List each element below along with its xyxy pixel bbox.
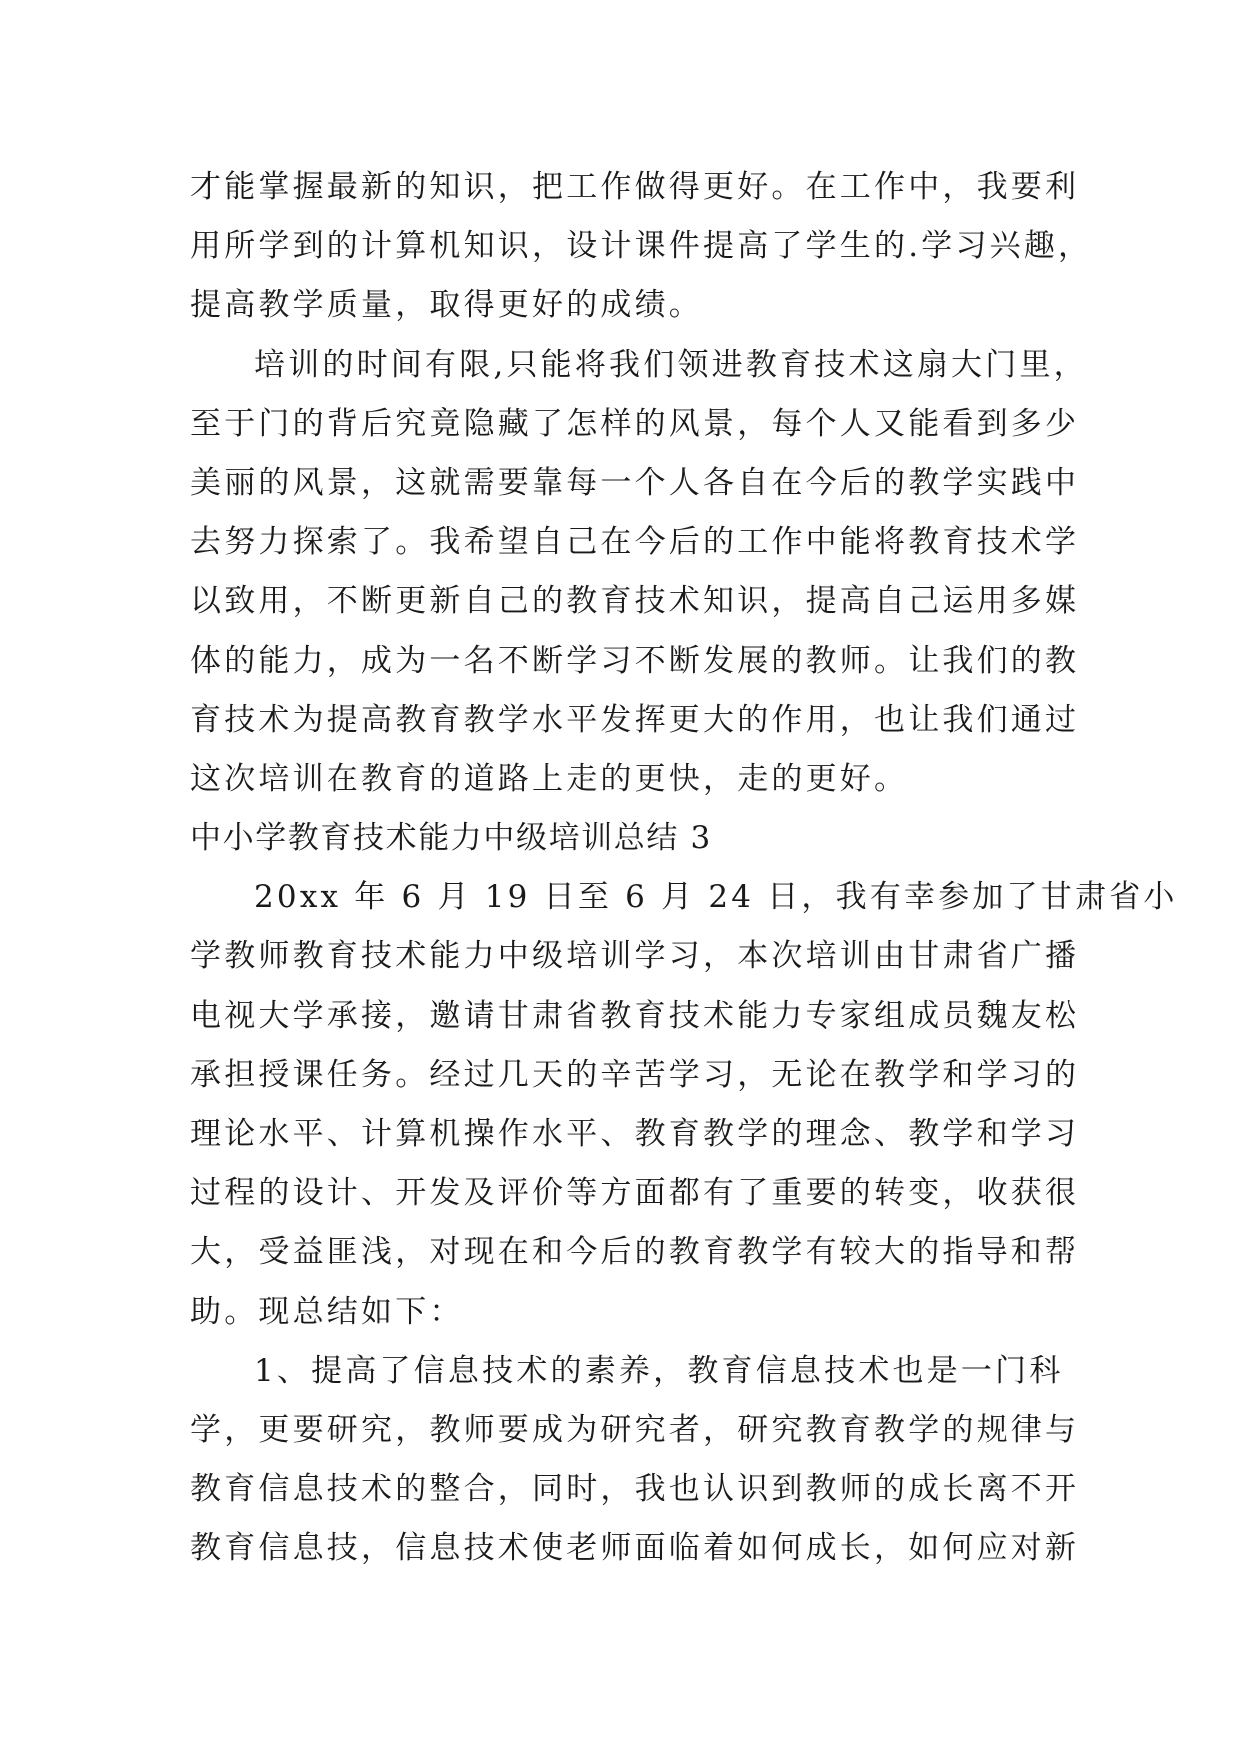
paragraph-line: 培训的时间有限,只能将我们领进教育技术这扇大门里， [254,346,1088,383]
section-heading: 中小学教育技术能力中级培训总结 3 [190,820,712,857]
paragraph-line: 大，受益匪浅，对现在和今后的教育教学有较大的指导和帮 [190,1234,1080,1271]
paragraph-line: 至于门的背后究竟隐藏了怎样的风景，每个人又能看到多少 [190,405,1080,442]
paragraph-line: 理论水平、计算机操作水平、教育教学的理念、教学和学习 [190,1116,1080,1152]
paragraph-line: 体的能力，成为一名不断学习不断发展的教师。让我们的教 [190,642,1080,679]
document-body [190,158,1178,1579]
paragraph-line: 美丽的风景，这就需要靠每一个人各自在今后的教学实践中 [190,464,1080,501]
paragraph-line: 用所学到的计算机知识，设计课件提高了学生的.学习兴趣， [190,228,1093,265]
paragraph-line: 过程的设计、开发及评价等方面都有了重要的转变，收获很 [190,1175,1080,1212]
paragraph-line: 学教师教育技术能力中级培训学习，本次培训由甘肃省广播 [190,938,1080,975]
paragraph-line: 去努力探索了。我希望自己在今后的工作中能将教育技术学 [190,524,1080,561]
paragraph-line: 这次培训在教育的道路上走的更快，走的更好。 [190,760,909,797]
paragraph-line: 才能掌握最新的知识，把工作做得更好。在工作中，我要利 [190,169,1080,205]
paragraph-line: 教育信息技术的整合，同时，我也认识到教师的成长离不开 [190,1471,1080,1508]
paragraph-line: 20xx 年 6 月 19 日至 6 月 24 日，我有幸参加了甘肃省小 [254,879,1178,916]
paragraph-line: 教育信息技，信息技术使老师面临着如何成长，如何应对新 [190,1530,1080,1567]
paragraph-line: 承担授课任务。经过几天的辛苦学习，无论在教学和学习的 [190,1056,1080,1093]
paragraph-line: 育技术为提高教育教学水平发挥更大的作用，也让我们通过 [190,701,1080,738]
paragraph-line: 学，更要研究，教师要成为研究者，研究教育教学的规律与 [190,1411,1080,1448]
paragraph-line: 1、提高了信息技术的素养，教育信息技术也是一门科 [254,1352,1064,1389]
paragraph-line: 提高教学质量，取得更好的成绩。 [190,287,703,324]
paragraph-line: 助。现总结如下： [190,1293,464,1330]
paragraph-line: 以致用，不断更新自己的教育技术知识，提高自己运用多媒 [190,583,1080,620]
paragraph-line: 电视大学承接，邀请甘肃省教育技术能力专家组成员魏友松 [190,997,1080,1034]
